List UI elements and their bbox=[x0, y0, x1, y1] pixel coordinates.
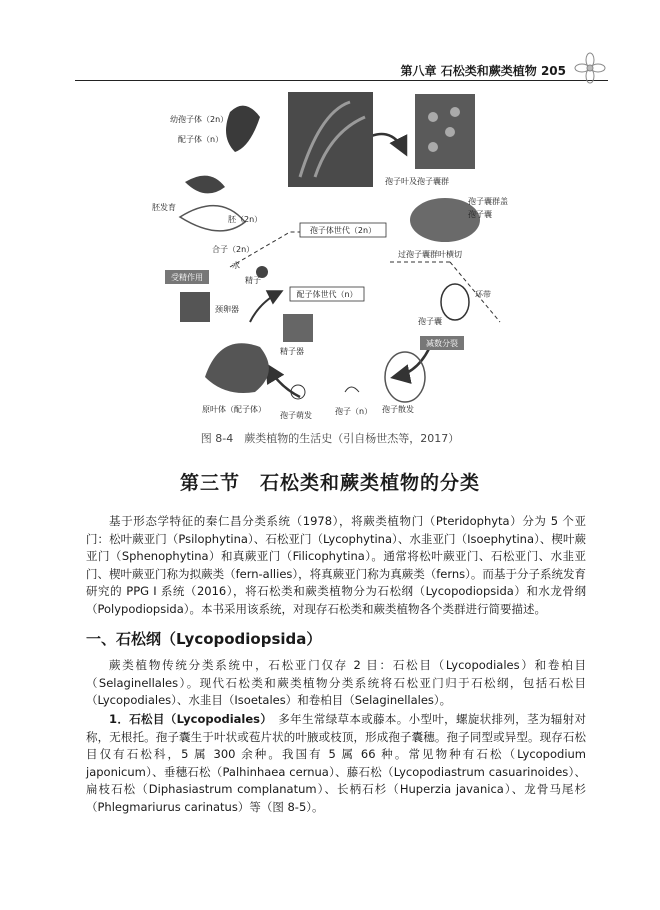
sporophyll-photo bbox=[415, 94, 475, 169]
antheridium-illustration bbox=[283, 314, 313, 342]
section-heading: 第三节 石松类和蕨类植物的分类 bbox=[179, 472, 480, 494]
page-header bbox=[75, 58, 608, 81]
sorus-section-label: 过孢子囊群叶横切 bbox=[398, 250, 462, 259]
young-sporophyte-label: 幼孢子体（2n） bbox=[170, 115, 229, 124]
sperm-label: 精子 bbox=[245, 276, 261, 285]
intro-paragraph: 基于形态学特征的秦仁昌分类系统（1978），将蕨类植物门（Pteridophyta）分为 5 个亚门：松叶蕨亚门（Psilophytina）、石松亚门（Lycophytina）、水韭亚门（Isoephytina）、楔叶蕨亚门（Sphenophytina）和真蕨亚门（Filicophytina）。通常将松叶蕨亚门、石松亚门、水韭亚门、楔叶蕨亚门称为拟蕨类（fern-allies），将真蕨亚门称为真蕨类（ferns）。而基于分子系统发育研究的 PPG I 系统（2016），将石松类和蕨类植物分为石松纲（Lycopodiopsida）和水龙骨纲（Polypodiopsida）。本书采用该系统，对现存石松类和蕨类植物各个类群进行简要描述。 bbox=[86, 514, 586, 616]
lycopodiales-paragraph bbox=[86, 711, 586, 817]
zygote-label: 合子（2n） bbox=[212, 245, 255, 254]
figure-caption: 图 8-4 蕨类植物的生活史（引自杨世杰等，2017） bbox=[200, 432, 460, 445]
subsection-heading: 一、石松纲（Lycopodiopsida） bbox=[86, 630, 322, 648]
cycle-arrow bbox=[268, 367, 300, 397]
spore-illustration bbox=[345, 387, 359, 392]
sporangium-label-2: 孢子囊 bbox=[468, 210, 492, 219]
gametophyte-generation-label: 配子体世代（n） bbox=[296, 290, 358, 299]
embryo-label: 胚（2n） bbox=[228, 215, 263, 224]
spore-germination-label: 孢子萌发 bbox=[280, 411, 312, 420]
indusium-label: 孢子囊群盖 bbox=[468, 197, 508, 206]
spore-dispersal-label: 孢子散发 bbox=[382, 405, 414, 414]
embryo-development-illustration bbox=[185, 176, 225, 194]
sporophyte-generation-label: 孢子体世代（2n） bbox=[309, 226, 377, 235]
cycle-arrow bbox=[250, 292, 280, 322]
fern-life-cycle-figure bbox=[150, 92, 510, 430]
gametophyte-label: 配子体（n） bbox=[178, 135, 224, 144]
sporophyll-label: 孢子叶及孢子囊群 bbox=[385, 177, 449, 186]
sporangium-illustration bbox=[441, 284, 469, 320]
young-sporophyte-illustration bbox=[226, 106, 260, 152]
fertilization-label: 受精作用 bbox=[171, 273, 203, 282]
lycopodiales-heading: 1．石松目（Lycopodiales） bbox=[109, 712, 267, 726]
archegonium-photo bbox=[180, 292, 210, 322]
prothallus-label: 原叶体（配子体） bbox=[202, 405, 266, 414]
chapter-label: 第八章 bbox=[400, 64, 437, 78]
archegonium-label: 颈卵器 bbox=[215, 305, 239, 314]
embryo-development-label: 胚发育 bbox=[152, 203, 176, 212]
running-head bbox=[401, 62, 566, 79]
chapter-title: 石松类和蕨类植物 bbox=[440, 64, 537, 78]
antheridium-label: 精子器 bbox=[280, 347, 304, 356]
water-label: 水 bbox=[232, 261, 240, 270]
prothallus-photo bbox=[205, 343, 269, 393]
flower-ornament-icon bbox=[572, 50, 608, 86]
page-number: 205 bbox=[540, 64, 566, 78]
lycopodiales-text: 多年生常绿草本或藤本。小型叶，螺旋状排列，茎为辐射对称，无根托。孢子囊生于叶状或苞片状的叶腋或枝顶，形成孢子囊穗。孢子同型或异型。现存石松目仅有石松科，5 属 300 余种。我国有 5 属 66 种。常见物种有石松（Lycopodium japonicum）、垂穗石松（Palhinhaea cernua）、藤石松（Lycopodiastrum casuarinoides）、扁枝石松（Diphasiastrum complanatum）、长柄石杉（Huperzia javanica）、龙骨马尾杉（Phlegmariurus carinatus）等（图 8-5）。 bbox=[86, 712, 586, 814]
spore-label: 孢子（n） bbox=[335, 407, 373, 416]
meiosis-label: 减数分裂 bbox=[426, 339, 458, 348]
sporangium-label: 孢子囊 bbox=[418, 317, 442, 326]
spore-release-illustration bbox=[385, 352, 425, 402]
annulus-label: 环带 bbox=[475, 290, 491, 299]
lycopodiopsida-paragraph: 蕨类植物传统分类系统中，石松亚门仅存 2 目：石松目（Lycopodiales）和卷柏目（Selaginellales）。现代石松类和蕨类植物分类系统将石松亚门归于石松纲，包括石松目（Lycopodiales）、水韭目（Isoetales）和卷柏目（Selaginellales）。 bbox=[86, 658, 586, 708]
